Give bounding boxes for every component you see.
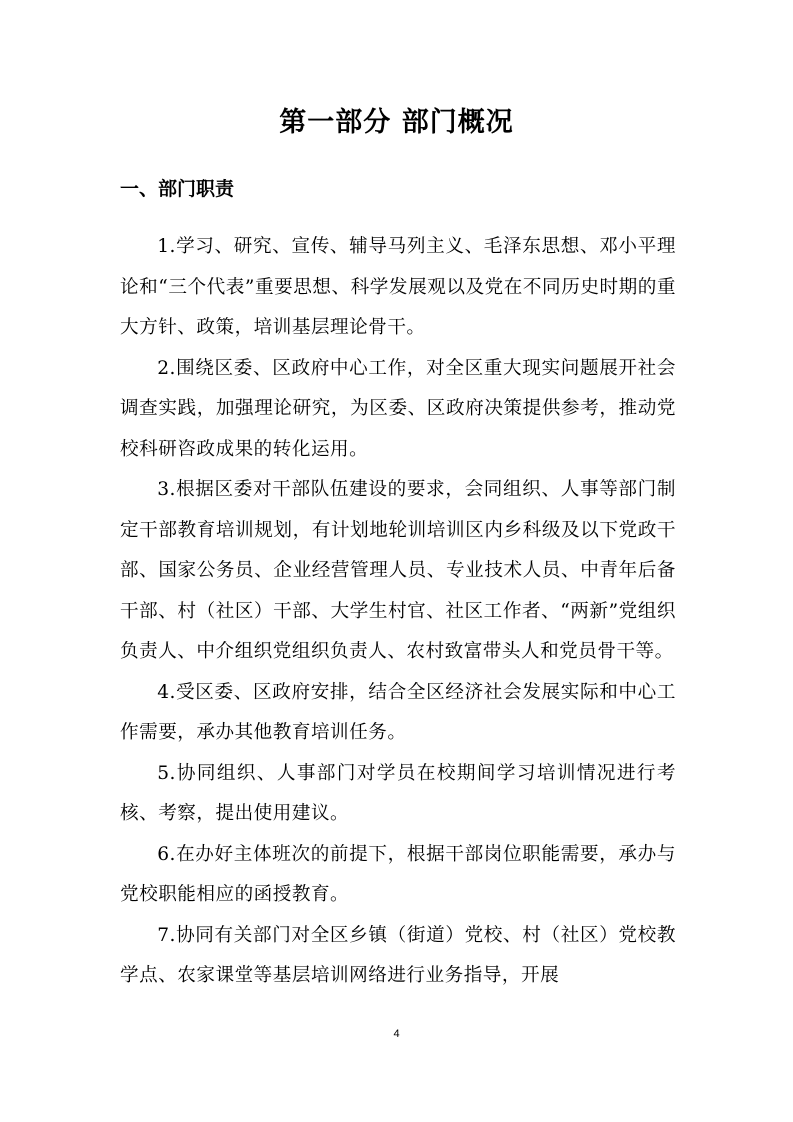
paragraph-4: 4.受区委、区政府安排，结合全区经济社会发展实际和中心工作需要，承办其他教育培训任务。 [120, 681, 676, 743]
paragraph-1: 1.学习、研究、宣传、辅导马列主义、毛泽东思想、邓小平理论和“三个代表”重要思想、科学发展观以及党在不同历史时期的重大方针、政策，培训基层理论骨干。 [120, 236, 676, 338]
document-body [120, 227, 676, 997]
paragraph-5: 5.协同组织、人事部门对学员在校期间学习培训情况进行考核、考察，提出使用建议。 [120, 762, 676, 824]
page-number: 4 [393, 1028, 400, 1040]
section-heading: 一、部门职责 [120, 178, 235, 200]
paragraph-2: 2.围绕区委、区政府中心工作，对全区重大现实问题展开社会调查实践，加强理论研究，为区委、区政府决策提供参考，推动党校科研咨政成果的转化运用。 [120, 357, 676, 460]
page-title: 第一部分 部门概况 [279, 107, 514, 138]
paragraph-7: 7.协同有关部门对全区乡镇（街道）党校、村（社区）党校教学点、农家课堂等基层培训网络进行业务指导，开展 [120, 924, 676, 986]
paragraph-3: 3.根据区委对干部队伍建设的要求，会同组织、人事等部门制定干部教育培训规划，有计划地轮训培训区内乡科级及以下党政干部、国家公务员、企业经营管理人员、专业技术人员、中青年后备干部、村（社区）干部、大学生村官、社区工作者、“两新”党组织负责人、中介组织党组织负责人、农村致富带头人和党员骨干等。 [120, 479, 676, 662]
paragraph-6: 6.在办好主体班次的前提下，根据干部岗位职能需要，承办与党校职能相应的函授教育。 [120, 843, 676, 905]
